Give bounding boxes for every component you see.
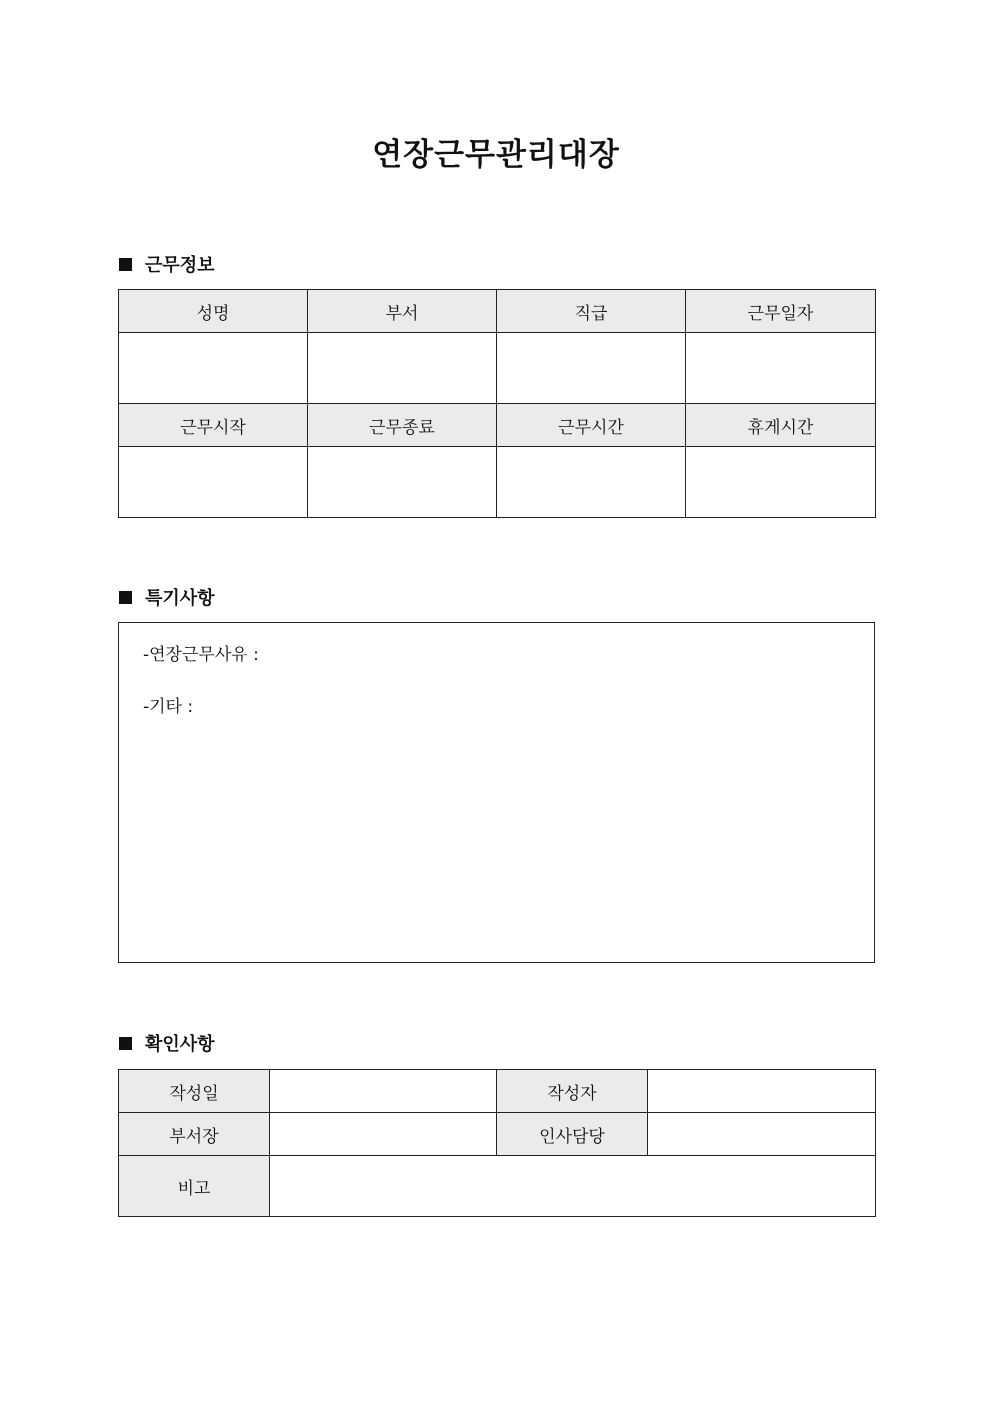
confirmation-row — [119, 1113, 876, 1156]
square-bullet-icon — [119, 591, 132, 604]
work-date-cell[interactable] — [686, 333, 876, 404]
section-heading-work-info — [119, 251, 215, 277]
notes-box[interactable] — [118, 622, 875, 963]
remarks-label: 비고 — [119, 1156, 270, 1217]
remarks-row — [119, 1156, 876, 1217]
header-work-hours: 근무시간 — [497, 404, 686, 447]
page-title: 연장근무관리대장 — [372, 137, 620, 173]
work-info-header-row — [119, 290, 876, 333]
written-date-label: 작성일 — [119, 1070, 270, 1113]
author-label: 작성자 — [497, 1070, 648, 1113]
work-info-table — [118, 289, 876, 518]
header-work-end: 근무종료 — [308, 404, 497, 447]
confirmation-row — [119, 1070, 876, 1113]
hr-manager-cell[interactable] — [648, 1113, 876, 1156]
position-cell[interactable] — [497, 333, 686, 404]
etc-label: -기타 : — [143, 697, 194, 717]
header-break-time: 휴게시간 — [686, 404, 876, 447]
section-heading-confirmation — [119, 1030, 215, 1056]
department-cell[interactable] — [308, 333, 497, 404]
work-hours-cell[interactable] — [497, 447, 686, 518]
break-time-cell[interactable] — [686, 447, 876, 518]
dept-head-label: 부서장 — [119, 1113, 270, 1156]
remarks-cell[interactable] — [270, 1156, 876, 1217]
name-cell[interactable] — [119, 333, 308, 404]
dept-head-cell[interactable] — [270, 1113, 497, 1156]
header-name: 성명 — [119, 290, 308, 333]
header-work-date: 근무일자 — [686, 290, 876, 333]
overtime-reason-label: -연장근무사유 : — [143, 645, 259, 665]
work-info-value-row — [119, 333, 876, 404]
work-end-cell[interactable] — [308, 447, 497, 518]
work-time-value-row — [119, 447, 876, 518]
confirmation-table — [118, 1069, 876, 1217]
hr-manager-label: 인사담당 — [497, 1113, 648, 1156]
header-position: 직급 — [497, 290, 686, 333]
header-work-start: 근무시작 — [119, 404, 308, 447]
section-heading-label: 특기사항 — [145, 588, 215, 609]
section-heading-label: 근무정보 — [145, 255, 215, 276]
section-heading-label: 확인사항 — [145, 1034, 215, 1055]
work-time-header-row — [119, 404, 876, 447]
written-date-cell[interactable] — [270, 1070, 497, 1113]
section-heading-notes — [119, 584, 215, 610]
header-department: 부서 — [308, 290, 497, 333]
square-bullet-icon — [119, 1037, 132, 1050]
square-bullet-icon — [119, 258, 132, 271]
author-cell[interactable] — [648, 1070, 876, 1113]
work-start-cell[interactable] — [119, 447, 308, 518]
